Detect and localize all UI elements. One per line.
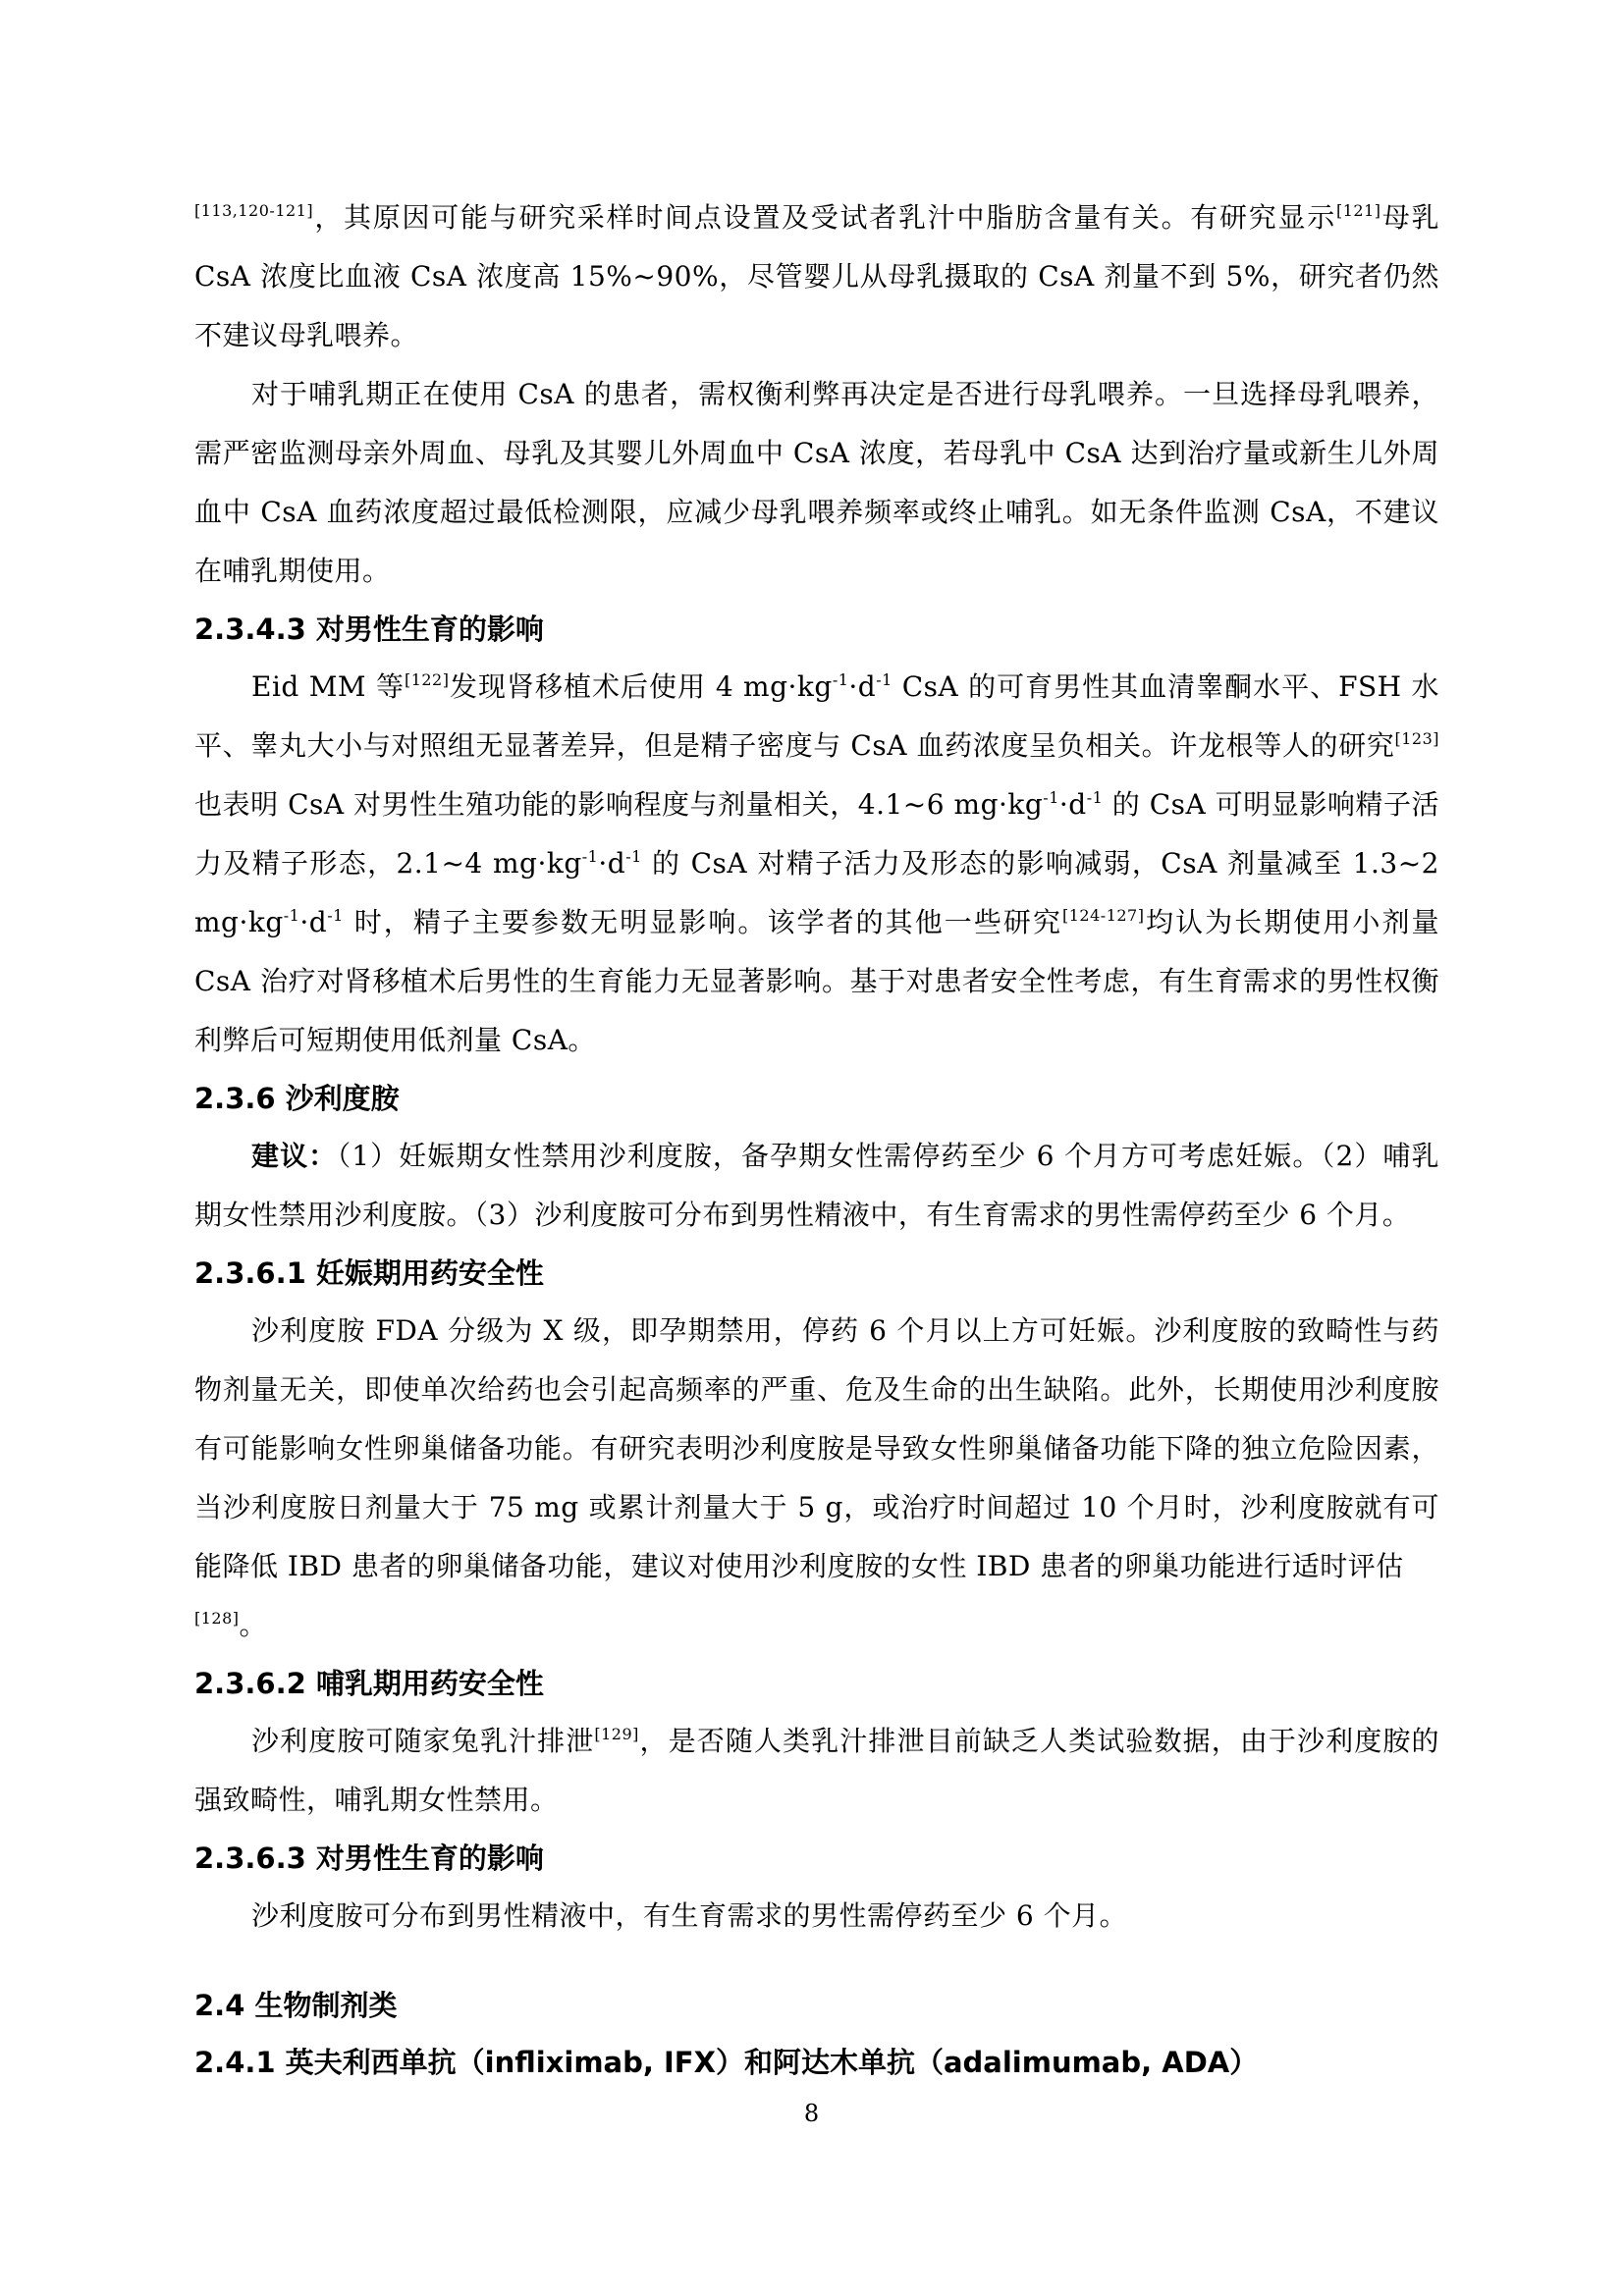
page-body bbox=[194, 188, 1439, 2091]
exponent: -1 bbox=[832, 670, 849, 689]
exponent: -1 bbox=[327, 906, 344, 925]
citation: [128] bbox=[194, 1609, 240, 1628]
exponent: -1 bbox=[1086, 788, 1104, 807]
citation: [129] bbox=[594, 1725, 639, 1743]
exponent: -1 bbox=[581, 847, 599, 866]
paragraph-pregnancy-safety: 沙利度胺 FDA 分级为 X 级，即孕期禁用，停药 6 个月以上方可妊娠。沙利度胺的致畸性与药物剂量无关，即使单次给药也会引起高频率的严重、危及生命的出生缺陷。此外，长期使用沙利度胺有可能影响女性卵巢储备功能。有研究表明沙利度胺是导致女性卵巢储备功能下降的独立危险因素，当沙利度胺日剂量大于 75 mg 或累计剂量大于 5 g，或治疗时间超过 10 个月时，沙利度胺就有可能降低 IBD 患者的卵巢储备功能，建议对使用沙利度胺的女性 IBD 患者的卵巢功能进行适时评估 [128]。 bbox=[194, 1314, 1439, 1641]
paragraph-thalidomide-recommendation: 建议：（1）妊娠期女性禁用沙利度胺，备孕期女性需停药至少 6 个月方可考虑妊娠。（2）哺乳期女性禁用沙利度胺。（3）沙利度胺可分布到男性精液中，有生育需求的男性需停药至少 6 个月。 bbox=[194, 1140, 1439, 1231]
citation: [124-127] bbox=[1062, 906, 1145, 925]
citation: [122] bbox=[404, 670, 450, 689]
citation: [121] bbox=[1335, 201, 1381, 220]
recommendation-label: 建议： bbox=[251, 1140, 338, 1172]
heading-2-3-6: 2.3.6 沙利度胺 bbox=[194, 1082, 400, 1115]
exponent: -1 bbox=[876, 670, 893, 689]
heading-2-4-1: 2.4.1 英夫利西单抗（infliximab, IFX）和阿达木单抗（adalimumab, ADA） bbox=[194, 2046, 1259, 2079]
heading-2-3-6-2: 2.3.6.2 哺乳期用药安全性 bbox=[194, 1667, 544, 1700]
exponent: -1 bbox=[1043, 788, 1059, 807]
paragraph-male-fertility-thalidomide: 沙利度胺可分布到男性精液中，有生育需求的男性需停药至少 6 个月。 bbox=[251, 1899, 1128, 1932]
page-number: 8 bbox=[803, 2100, 820, 2127]
heading-2-4: 2.4 生物制剂类 bbox=[194, 1989, 398, 2022]
citation: [123] bbox=[1394, 729, 1439, 748]
heading-2-3-6-1: 2.3.6.1 妊娠期用药安全性 bbox=[194, 1256, 544, 1290]
paragraph-cyclosporine-breast-milk: [113,120-121]，其原因可能与研究采样时间点设置及受试者乳汁中脂肪含量有关。有研究显示[121]母乳 CsA 浓度比血液 CsA 浓度高 15%~90%，尽管婴儿从母乳摄取的 CsA 剂量不到 5%，研究者仍然不建议母乳喂养。 bbox=[194, 201, 1439, 351]
paragraph-male-fertility-csa: Eid MM 等[122]发现肾移植术后使用 4 $mg\cdot kg^{-1}\cdot d^{-1}$ CsA 的可育男性其血清睾酮水平、FSH 水平、睾丸大小与对照组无显著差异，但是精子密度与 CsA 血药浓度呈负相关。许龙根等人的研究[123]也表明 CsA 对男性生殖功能的影响程度与剂量相关，4.1~6 $mg\cdot kg^{-1}\cdot d^{-1}$ 的 CsA 可明显影响精子活力及精子形态，2.1~4 $mg\cdot kg^{-1}\cdot d^{-1}$ 的 CsA 对精子活力及形态的影响减弱，CsA 剂量减至 1.3~2 $mg\cdot kg^{-1}\cdot d^{-1}$ 时，精子主要参数无明显影响。该学者的其他一些研究[124-127]均认为长期使用小剂量 CsA 治疗对肾移植术后男性的生育能力无显著影响。基于对患者安全性考虑，有生育需求的男性权衡利弊后可短期使用低剂量 CsA。 bbox=[194, 670, 1439, 1056]
citation: [113,120-121] bbox=[194, 201, 314, 220]
paragraph-lactation-safety: 沙利度胺可随家兔乳汁排泄[129]，是否随人类乳汁排泄目前缺乏人类试验数据，由于沙利度胺的强致畸性，哺乳期女性禁用。 bbox=[194, 1725, 1439, 1816]
heading-2-3-4-3: 2.3.4.3 对男性生育的影响 bbox=[194, 613, 544, 646]
exponent: -1 bbox=[625, 847, 642, 866]
paragraph-lactation-advice: 对于哺乳期正在使用 CsA 的患者，需权衡利弊再决定是否进行母乳喂养。一旦选择母乳喂养，需严密监测母亲外周血、母乳及其婴儿外周血中 CsA 浓度，若母乳中 CsA 达到治疗量或新生儿外周血中 CsA 血药浓度超过最低检测限，应减少母乳喂养频率或终止哺乳。如无条件监测 CsA，不建议在哺乳期使用。 bbox=[194, 378, 1439, 587]
section-gap bbox=[194, 1946, 1439, 1977]
exponent: -1 bbox=[283, 906, 300, 925]
heading-2-3-6-3: 2.3.6.3 对男性生育的影响 bbox=[194, 1842, 544, 1875]
